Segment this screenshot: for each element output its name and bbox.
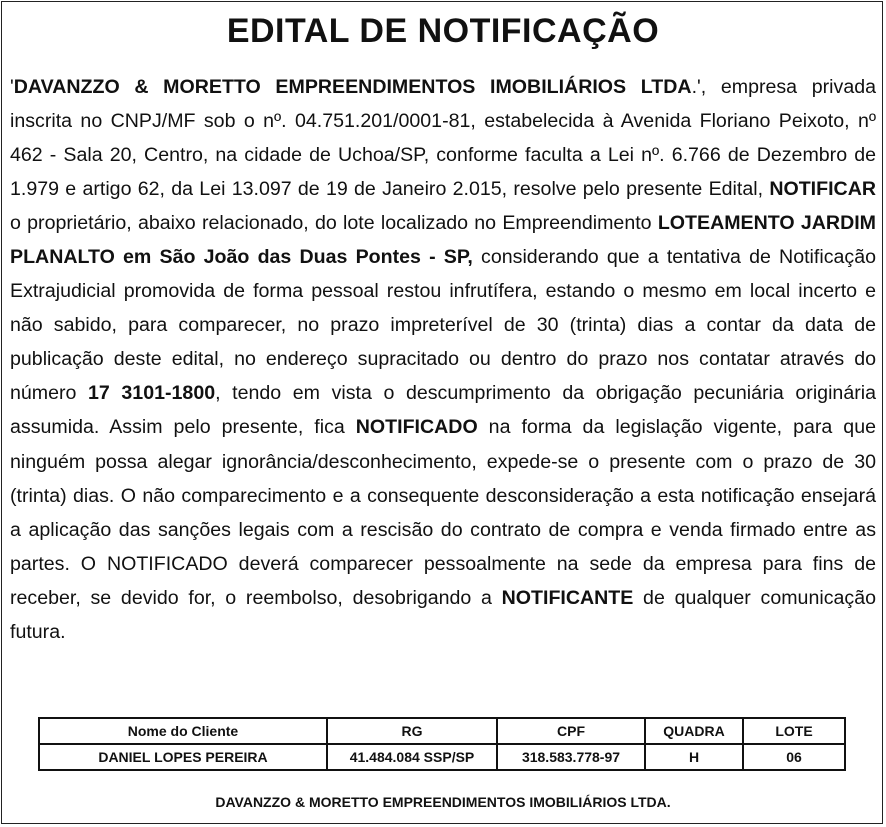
table-row bbox=[39, 744, 845, 770]
notificante-keyword: NOTIFICANTE bbox=[501, 586, 634, 609]
body-owner-clause: o proprietário, abaixo relacionado, do lote localizado no Empreendimento bbox=[10, 212, 658, 235]
cell-quadra: H bbox=[645, 744, 743, 770]
notificado-keyword: NOTIFICADO bbox=[355, 416, 478, 439]
body-legal-clause: na forma da legislação vigente, para que ninguém possa alegar ignorância/desconhecimento, expede-se o presente com o prazo de 30 (trinta) dias. O não comparecimento e a consequente desconsideração a esta notificação ensejará a aplicação das sanções legais com a rescisão do contrato de compra e venda firmado entre as partes. O NOTIFICADO deverá comparecer pessoalmente na sede da empresa para fins de receber, se devido for, o reembolso, desobrigando a bbox=[10, 416, 877, 609]
cell-rg: 41.484.084 SSP/SP bbox=[327, 744, 497, 770]
body-summons-clause: considerando que a tentativa de Notificação Extrajudicial promovida de forma pessoal restou infrutífera, estando o mesmo em local incerto e não sabido, para comparecer, no prazo impreterível de 30 (trinta) dias a contar da data de publicação deste edital, no endereço supracitado ou dentro do prazo nos contatar através do número bbox=[10, 246, 876, 405]
header-lote: LOTE bbox=[743, 718, 845, 744]
body-closing: de qualquer comunicação futura. bbox=[10, 586, 876, 643]
development-name: LOTEAMENTO JARDIM PLANALTO em São João das Duas Pontes - SP, bbox=[10, 212, 876, 269]
body-company-details: .', empresa privada inscrita no CNPJ/MF sob o nº. 04.751.201/0001-81, estabelecida à Avenida Floriano Peixoto, nº 462 - Sala 20, Centro, na cidade de Uchoa/SP, conforme faculta a Lei nº. 6.766 de Dezembro de 1.979 e artigo 62, da Lei 13.097 de 19 de Janeiro 2.015, resolve pelo presente Edital, bbox=[10, 76, 877, 201]
table-header-row bbox=[39, 718, 845, 744]
header-client-name: Nome do Cliente bbox=[39, 718, 327, 744]
footer-company: DAVANZZO & MORETTO EMPREENDIMENTOS IMOBILIÁRIOS LTDA. bbox=[215, 794, 671, 810]
cell-lote: 06 bbox=[743, 744, 845, 770]
cell-cpf: 318.583.778-97 bbox=[497, 744, 645, 770]
header-rg: RG bbox=[327, 718, 497, 744]
company-name: DAVANZZO & MORETTO EMPREENDIMENTOS IMOBILIÁRIOS LTDA bbox=[13, 76, 692, 98]
body-debt-clause: , tendo em vista o descumprimento da obrigação pecuniária originária assumida. Assim pelo presente, fica bbox=[10, 382, 876, 439]
header-quadra: QUADRA bbox=[645, 718, 743, 744]
notice-body bbox=[10, 70, 876, 649]
notificar-keyword: NOTIFICAR bbox=[769, 178, 876, 201]
cell-client-name: DANIEL LOPES PEREIRA bbox=[39, 744, 327, 770]
body-quote-open: ' bbox=[10, 76, 14, 98]
header-cpf: CPF bbox=[497, 718, 645, 744]
client-table bbox=[38, 717, 846, 771]
page-title: EDITAL DE NOTIFICAÇÃO bbox=[226, 12, 660, 50]
contact-phone: 17 3101-1800 bbox=[88, 382, 216, 405]
